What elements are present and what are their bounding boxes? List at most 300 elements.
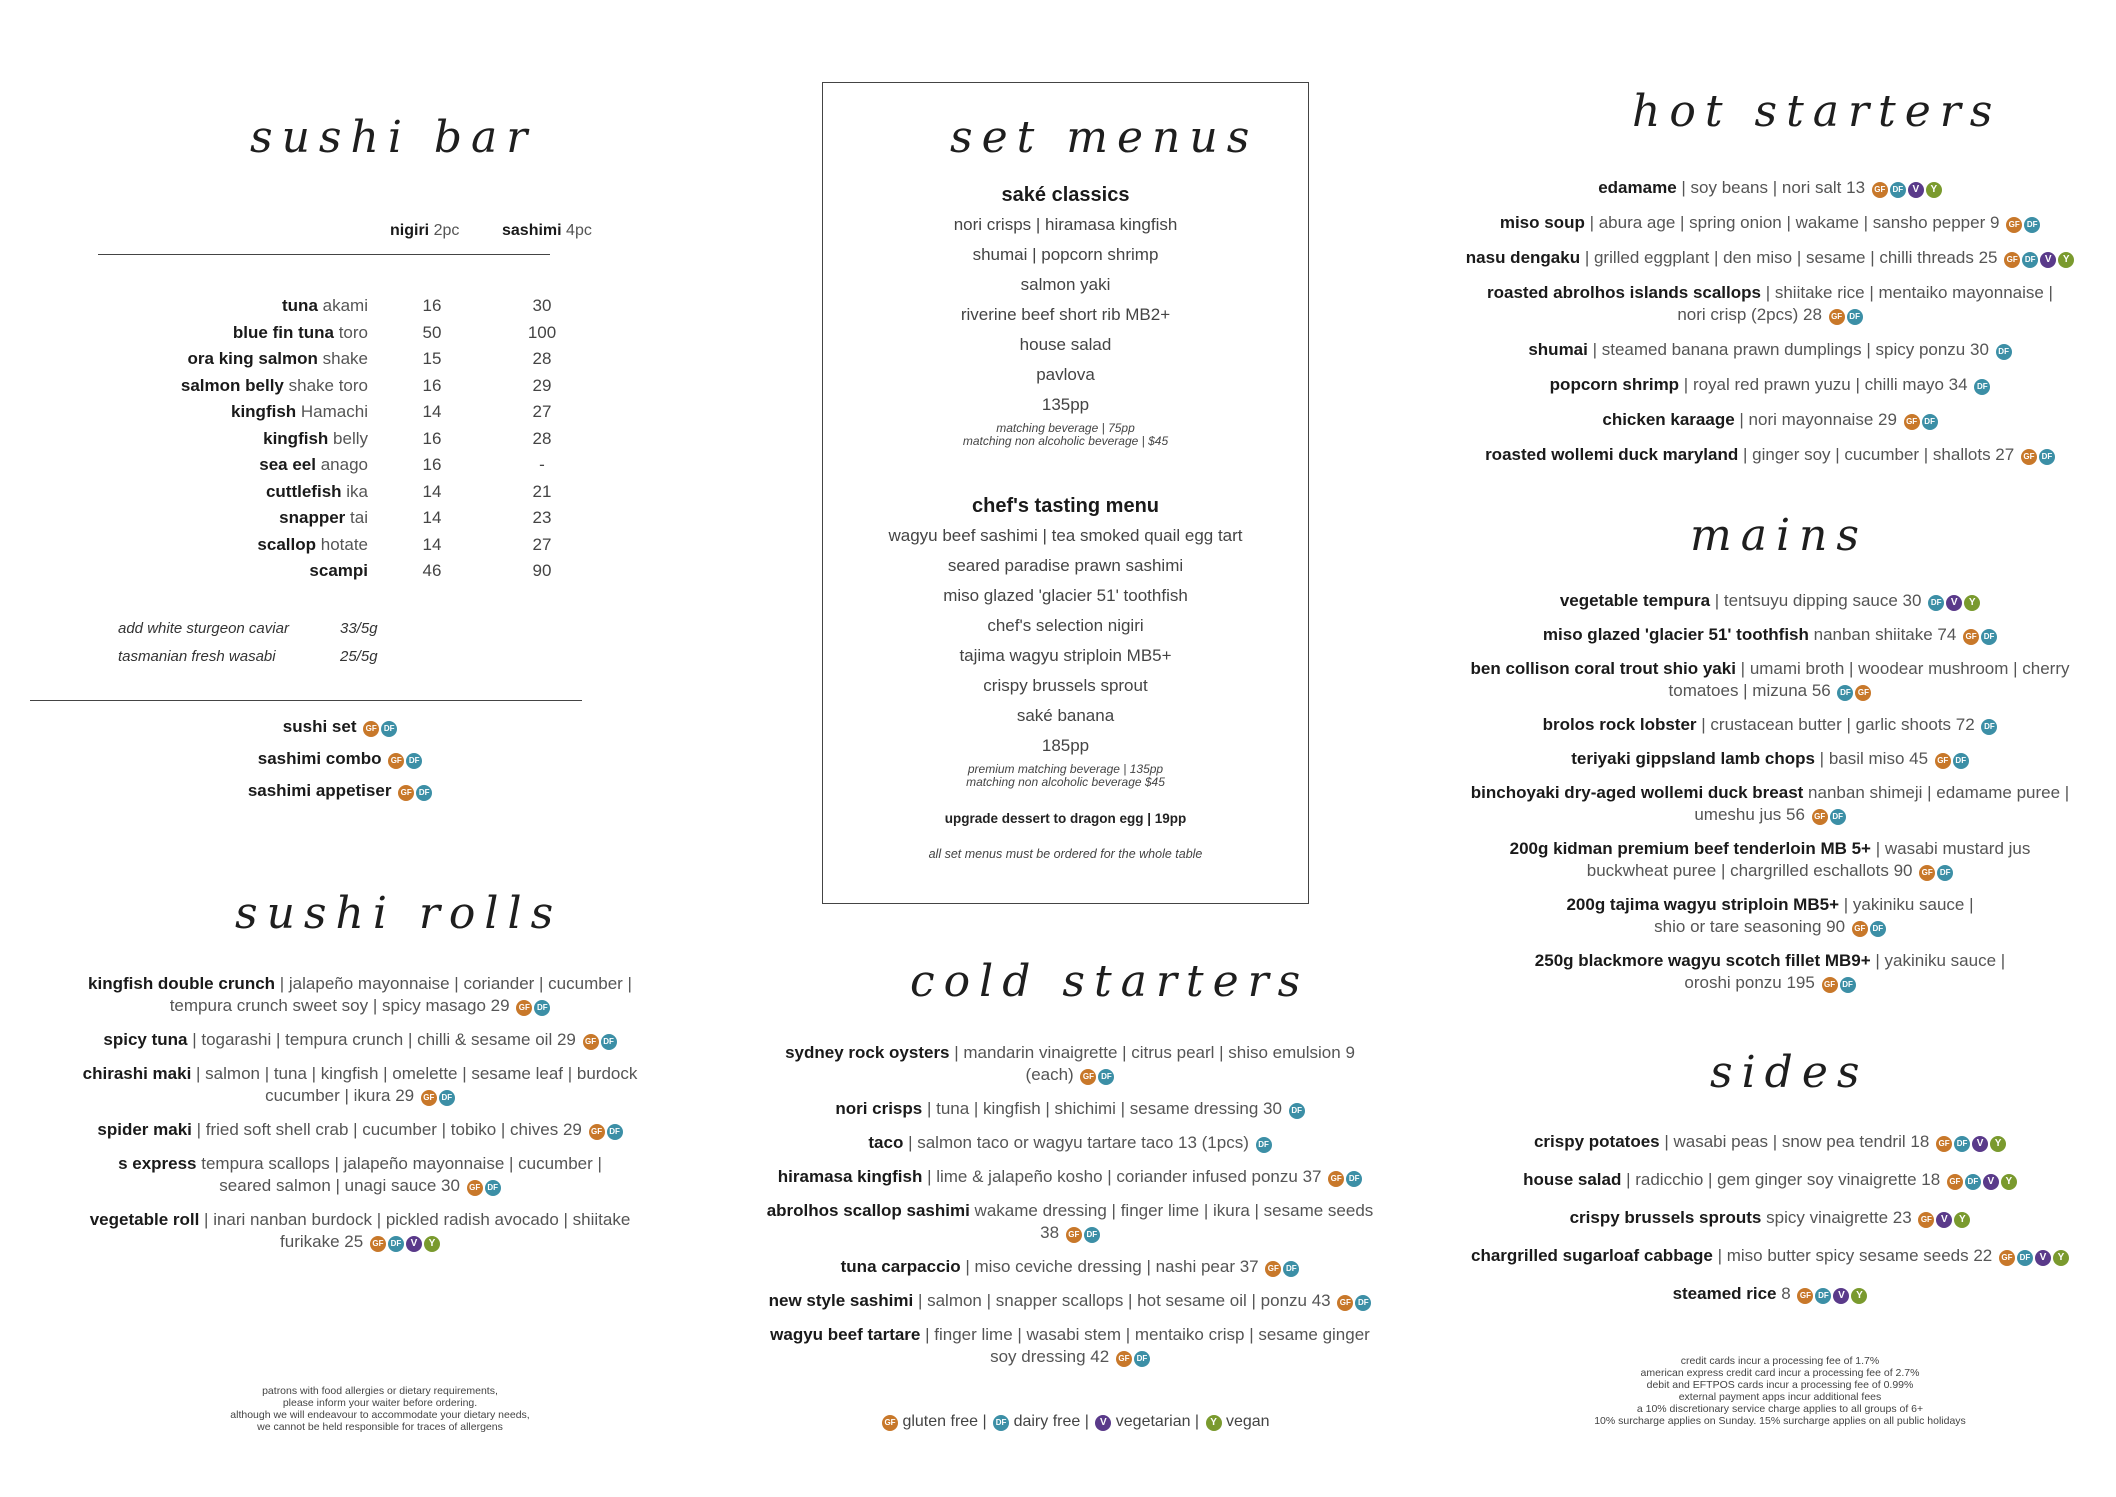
set-menu-course: wagyu beef sashimi | tea smoked quail egg tart (888, 526, 1243, 545)
menu-item (55, 1063, 665, 1107)
menu-item (1450, 590, 2090, 612)
dish-name: steamed rice (1672, 1284, 1777, 1303)
dish-description: | salmon | snapper scallops | hot sesame oil | ponzu 43 (913, 1291, 1331, 1310)
dairy-free-icon: DF (1830, 809, 1846, 825)
menu-item (1450, 1207, 2090, 1229)
dish-name: kingfish double crunch (88, 974, 276, 993)
fish-name (263, 429, 368, 449)
dish-name: ben collison coral trout shio yaki (1470, 659, 1736, 678)
dish-description: | miso ceviche dressing | nashi pear 37 (960, 1257, 1259, 1276)
menu-item (760, 1098, 1380, 1120)
dish-name: miso soup (1499, 213, 1585, 232)
divider (30, 700, 582, 701)
dairy-free-icon: DF (1840, 977, 1856, 993)
dairy-free-icon: DF (1283, 1261, 1299, 1277)
menu-item (55, 1209, 665, 1253)
dairy-free-icon: DF (1098, 1069, 1114, 1085)
chef-beverage-2: matching non alcoholic beverage $45 (966, 775, 1165, 789)
dish-name: brolos rock lobster (1542, 715, 1697, 734)
dish-description: (each) (1025, 1065, 1074, 1084)
gluten-free-icon: GF (882, 1415, 898, 1431)
dairy-free-icon: DF (485, 1180, 501, 1196)
gluten-free-icon: GF (1947, 1174, 1963, 1190)
menu-item-line (1450, 894, 2090, 916)
menu-item-line (1450, 782, 2090, 804)
fish-name (188, 349, 368, 369)
dish-name: 250g blackmore wagyu scotch fillet MB9+ (1534, 951, 1871, 970)
gluten-free-icon: GF (370, 1236, 386, 1252)
dairy-free-icon: DF (993, 1415, 1009, 1431)
sushi-bar-heading: sushi bar (250, 112, 537, 163)
gluten-free-icon: GF (1066, 1227, 1082, 1243)
gluten-free-icon: GF (1936, 1136, 1952, 1152)
fish-name-bold: sea eel (259, 455, 316, 474)
table-row (60, 535, 620, 562)
set-menu-course: riverine beef short rib MB2+ (960, 305, 1171, 324)
menu-item (1450, 1283, 2090, 1305)
gluten-free-icon: GF (1963, 629, 1979, 645)
nigiri-price: 14 (422, 481, 442, 501)
fish-name-bold: blue fin tuna (232, 322, 334, 342)
cold-starters-list (760, 1042, 1380, 1380)
dish-name: vegetable tempura (1559, 591, 1711, 610)
dairy-free-icon: DF (1981, 629, 1997, 645)
sake-beverage-2: matching non alcoholic beverage | $45 (962, 434, 1169, 448)
menu-item (80, 748, 600, 770)
menu-item-line (1450, 1169, 2090, 1191)
menu-item-line (55, 1029, 665, 1051)
set-menu-course: miso glazed 'glacier 51' toothfish (943, 586, 1188, 605)
cold-starters-heading: cold starters (910, 956, 1310, 1007)
menu-item-line (1450, 838, 2090, 860)
gluten-free-icon: GF (1116, 1351, 1132, 1367)
menu-item-line (1450, 212, 2090, 234)
fish-name-bold: kingfish (263, 428, 329, 448)
vegetarian-icon: V (2040, 252, 2056, 268)
menu-item (1450, 1245, 2090, 1267)
dairy-free-icon: DF (601, 1034, 617, 1050)
dish-description: buckwheat puree | chargrilled eschallots 90 (1586, 861, 1913, 880)
menu-item-line (1450, 624, 2090, 646)
menu-item (1450, 782, 2090, 826)
table-row (60, 323, 620, 350)
sashimi-price: 21 (532, 481, 552, 501)
menu-item-line (760, 1324, 1380, 1346)
chefs-tasting-items (832, 521, 1299, 761)
sushi-bar-extras (118, 620, 538, 676)
gluten-free-icon: GF (1999, 1250, 2015, 1266)
nigiri-price: 16 (422, 428, 442, 448)
fish-name (233, 323, 368, 343)
menu-item-line (1450, 247, 2090, 269)
dish-description: | jalapeño mayonnaise | coriander | cucumber | (275, 974, 632, 993)
dish-name: shumai (1528, 340, 1588, 359)
table-row (60, 349, 620, 376)
dish-description: | radicchio | gem ginger soy vinaigrette 18 (1621, 1170, 1941, 1189)
dish-name: edamame (1598, 178, 1677, 197)
dairy-free-icon: DF (439, 1090, 455, 1106)
menu-item-line (55, 1085, 665, 1107)
set-menus-heading: set menus (950, 112, 1259, 163)
gluten-free-icon: GF (421, 1090, 437, 1106)
gluten-free-icon: GF (2004, 252, 2020, 268)
gluten-free-icon: GF (1080, 1069, 1096, 1085)
fish-name (309, 561, 368, 581)
vegan-icon: Y (1851, 1288, 1867, 1304)
table-row (60, 429, 620, 456)
dairy-free-icon: DF (1837, 685, 1853, 701)
sashimi-price: 100 (527, 322, 557, 342)
fish-name-bold: salmon belly (180, 375, 284, 395)
menu-item (1450, 177, 2090, 199)
vegetarian-icon: V (1095, 1415, 1111, 1431)
set-menu-course: crispy brussels sprout (983, 676, 1148, 695)
table-row (60, 482, 620, 509)
nigiri-price: 16 (422, 296, 442, 315)
set-menu-course: salmon yaki (1020, 275, 1111, 294)
dish-description: | crustacean butter | garlic shoots 72 (1696, 715, 1975, 734)
sashimi-price: 27 (532, 402, 552, 421)
gluten-free-icon: GF (2021, 449, 2037, 465)
menu-item-line (80, 780, 600, 802)
fish-name (279, 508, 368, 528)
nigiri-price: 14 (422, 534, 442, 554)
nigiri-price: 16 (422, 375, 442, 395)
dish-name: sydney rock oysters (785, 1043, 950, 1062)
menu-item (760, 1166, 1380, 1188)
dish-name: hiramasa kingfish (777, 1167, 923, 1186)
sashimi-price: 30 (532, 296, 552, 315)
table-row (60, 508, 620, 535)
dish-description: | finger lime | wasabi stem | mentaiko crisp | sesame ginger (920, 1325, 1370, 1344)
dish-description: soy dressing 42 (990, 1347, 1110, 1366)
menu-item (760, 1042, 1380, 1086)
gluten-free-icon: GF (1797, 1288, 1813, 1304)
dish-description: | royal red prawn yuzu | chilli mayo 34 (1679, 375, 1968, 394)
gluten-free-icon: GF (1265, 1261, 1281, 1277)
dish-description: | inari nanban burdock | pickled radish avocado | shiitake (199, 1210, 631, 1229)
table-row (60, 561, 620, 588)
menu-item-line (55, 1231, 665, 1253)
nigiri-price: 14 (422, 402, 442, 421)
dairy-free-icon: DF (1346, 1171, 1362, 1187)
gluten-free-icon: GF (1852, 921, 1868, 937)
menu-item-line (1450, 374, 2090, 396)
dish-description: nori crisp (2pcs) 28 (1677, 305, 1822, 324)
menu-item (1450, 624, 2090, 646)
menu-item (1450, 714, 2090, 736)
menu-item (1450, 894, 2090, 938)
gluten-free-icon: GF (1812, 809, 1828, 825)
dairy-free-icon: DF (1084, 1227, 1100, 1243)
nigiri-price: 50 (422, 322, 442, 342)
sushi-rolls-list (55, 973, 665, 1265)
chefs-tasting-menu (832, 491, 1299, 861)
vegan-icon: Y (1926, 182, 1942, 198)
hot-starters-heading: hot starters (1632, 86, 2002, 137)
mains-list (1450, 590, 2090, 1006)
table-row (60, 402, 620, 429)
nigiri-header: nigiri 2pc (390, 222, 460, 239)
menu-item (1450, 212, 2090, 234)
allergen-note: patrons with food allergies or dietary requirements, please inform your waiter before ordering. although we will endeavour to accommodate your dietary needs, we cannot be held responsible for traces of allergens (230, 1385, 530, 1433)
menu-item-line (760, 1042, 1380, 1064)
menu-item (760, 1256, 1380, 1278)
set-menu-course: pavlova (1036, 365, 1095, 384)
fish-name-bold: kingfish (231, 402, 297, 421)
sake-classics-title: saké classics (1001, 184, 1130, 206)
fish-name-bold: cuttlefish (265, 481, 342, 501)
dish-name: taco (868, 1133, 904, 1152)
dairy-free-icon: DF (1355, 1295, 1371, 1311)
menu-item-line (55, 1175, 665, 1197)
vegan-icon: Y (1206, 1415, 1222, 1431)
menu-item-line (1450, 177, 2090, 199)
gluten-free-icon: GF (1904, 414, 1920, 430)
dairy-free-icon: DF (406, 753, 422, 769)
fish-name (257, 535, 368, 555)
fish-name (266, 482, 368, 502)
menu-item (760, 1290, 1380, 1312)
dairy-free-icon: DF (416, 785, 432, 801)
dish-name: roasted abrolhos islands scallops (1487, 283, 1761, 302)
dish-name: miso glazed 'glacier 51' toothfish (1542, 625, 1809, 644)
gluten-free-icon: GF (1872, 182, 1888, 198)
dish-description: | shiitake rice | mentaiko mayonnaise | (1760, 283, 2053, 302)
set-menu-course: tajima wagyu striploin MB5+ (959, 646, 1172, 665)
menu-item-line (1450, 339, 2090, 361)
dish-description: shio or tare seasoning 90 (1654, 917, 1846, 936)
fish-name-bold: tuna (282, 296, 318, 315)
dish-description: cucumber | ikura 29 (265, 1086, 415, 1105)
menu-item (1450, 444, 2090, 466)
dish-description: | wasabi mustard jus (1870, 839, 2031, 858)
fish-name-japanese: tai (350, 508, 368, 527)
dish-description: | salmon taco or wagyu tartare taco 13 (1pcs) (903, 1133, 1249, 1152)
set-menu-course: chef's selection nigiri (987, 616, 1144, 635)
menu-item (1450, 838, 2090, 882)
sashimi-price: 27 (532, 534, 552, 554)
menu-item-line (1450, 950, 2090, 972)
menu-item (760, 1200, 1380, 1244)
dairy-free-icon: DF (1937, 865, 1953, 881)
dairy-free-icon: DF (2022, 252, 2038, 268)
gluten-free-icon: GF (1919, 865, 1935, 881)
vegan-icon: Y (2001, 1174, 2017, 1190)
vegetarian-icon: V (2035, 1250, 2051, 1266)
fish-name-bold: scallop (257, 534, 316, 554)
dairy-free-icon: DF (1981, 719, 1997, 735)
dairy-free-icon: DF (1815, 1288, 1831, 1304)
sushi-rolls-heading: sushi rolls (235, 888, 563, 939)
sashimi-price: 23 (532, 508, 552, 527)
dish-name: sashimi combo (257, 749, 382, 768)
dish-description: 8 (1776, 1284, 1791, 1303)
dairy-free-icon: DF (2017, 1250, 2033, 1266)
menu-item-line (1450, 916, 2090, 938)
sashimi-price: 29 (532, 375, 552, 395)
upgrade-dessert: upgrade dessert to dragon egg | 19pp (944, 811, 1187, 826)
menu-item-line (1450, 444, 2090, 466)
dish-description: | soy beans | nori salt 13 (1676, 178, 1866, 197)
dish-name: nori crisps (835, 1099, 923, 1118)
menu-item-line (1450, 804, 2090, 826)
sashimi-price: 28 (532, 349, 552, 368)
dish-description: | fried soft shell crab | cucumber | tobiko | chives 29 (191, 1120, 582, 1139)
dish-name: popcorn shrimp (1549, 375, 1680, 394)
menu-item-line (760, 1222, 1380, 1244)
dish-description: 38 (1040, 1223, 1060, 1242)
chef-beverage-1: premium matching beverage | 135pp (967, 762, 1164, 776)
fish-name-japanese: anago (320, 455, 368, 474)
dish-description: | salmon | tuna | kingfish | omelette | sesame leaf | burdock (191, 1064, 638, 1083)
gluten-free-icon: GF (516, 1000, 532, 1016)
dairy-free-icon: DF (388, 1236, 404, 1252)
dairy-free-icon: DF (1996, 344, 2012, 360)
vegetarian-icon: V (1908, 182, 1924, 198)
dish-name: 200g kidman premium beef tenderloin MB 5+ (1509, 839, 1871, 858)
dairy-free-icon: DF (1928, 595, 1944, 611)
table-row (60, 455, 620, 482)
menu-item-line (760, 1166, 1380, 1188)
menu-item (55, 1119, 665, 1141)
menu-item-line (760, 1256, 1380, 1278)
dish-name: vegetable roll (89, 1210, 200, 1229)
dish-description: | mandarin vinaigrette | citrus pearl | shiso emulsion 9 (949, 1043, 1355, 1062)
table-row (60, 376, 620, 403)
menu-item-line (760, 1064, 1380, 1086)
chefs-tasting-title: chef's tasting menu (971, 495, 1159, 517)
gluten-free-icon: GF (388, 753, 404, 769)
sake-beverage-1: matching beverage | 75pp (996, 421, 1135, 435)
dish-name: nasu dengaku (1465, 248, 1581, 267)
dish-description: wakame dressing | finger lime | ikura | sesame seeds (969, 1201, 1374, 1220)
menu-item-line (1450, 304, 2090, 326)
dish-name: s express (118, 1154, 197, 1173)
dish-description: | togarashi | tempura crunch | chilli & sesame oil 29 (187, 1030, 576, 1049)
dish-name: wagyu beef tartare (770, 1325, 921, 1344)
gluten-free-icon: GF (467, 1180, 483, 1196)
gluten-free-icon: GF (583, 1034, 599, 1050)
menu-item (1450, 247, 2090, 269)
dish-name: house salad (1523, 1170, 1622, 1189)
set-menu-course: nori crisps | hiramasa kingfish (953, 215, 1178, 234)
dish-description: tempura scallops | jalapeño mayonnaise | cucumber | (196, 1154, 602, 1173)
fish-name-japanese: akami (322, 296, 368, 315)
menu-item-line (1450, 714, 2090, 736)
menu-item-line (55, 1209, 665, 1231)
dairy-free-icon: DF (2024, 217, 2040, 233)
menu-item-line (55, 973, 665, 995)
menu-item (55, 1153, 665, 1197)
menu-item-line (80, 748, 600, 770)
dish-description: | tuna | kingfish | shichimi | sesame dressing 30 (922, 1099, 1282, 1118)
dish-description: spicy vinaigrette 23 (1761, 1208, 1912, 1227)
dairy-free-icon: DF (1953, 753, 1969, 769)
menu-item-line (1450, 1245, 2090, 1267)
nigiri-price: 46 (422, 561, 442, 580)
dairy-free-icon: DF (2039, 449, 2055, 465)
dish-name: crispy brussels sprouts (1569, 1208, 1762, 1227)
menu-item-line (760, 1290, 1380, 1312)
dish-description: | basil miso 45 (1814, 749, 1929, 768)
dish-name: teriyaki gippsland lamb chops (1571, 749, 1815, 768)
menu-item (55, 973, 665, 1017)
dish-name: crispy potatoes (1533, 1132, 1660, 1151)
fish-name-bold: ora king salmon (187, 349, 318, 368)
dairy-free-icon: DF (607, 1124, 623, 1140)
nigiri-price: 15 (422, 349, 442, 368)
dish-description: tomatoes | mizuna 56 (1668, 681, 1831, 700)
dish-description: oroshi ponzu 195 (1684, 973, 1815, 992)
gluten-free-icon: GF (1337, 1295, 1353, 1311)
fish-name-japanese: hotate (320, 534, 368, 554)
menu-item-line (1450, 1207, 2090, 1229)
dairy-free-icon: DF (1256, 1137, 1272, 1153)
vegan-icon: Y (424, 1236, 440, 1252)
gluten-free-icon: GF (2006, 217, 2022, 233)
vegetarian-icon: V (1936, 1212, 1952, 1228)
menu-item-line (1450, 748, 2090, 770)
dish-description: | grilled eggplant | den miso | sesame | chilli threads 25 (1580, 248, 1998, 267)
dairy-free-icon: DF (1922, 414, 1938, 430)
dish-name: binchoyaki dry-aged wollemi duck breast (1470, 783, 1804, 802)
vegan-icon: Y (1990, 1136, 2006, 1152)
dish-name: sushi set (282, 717, 357, 736)
set-menu-course: saké banana (1016, 706, 1115, 725)
menu-item-line (1450, 680, 2090, 702)
dish-description: umeshu jus 56 (1694, 805, 1805, 824)
gluten-free-icon: GF (1829, 309, 1845, 325)
vegan-icon: Y (1964, 595, 1980, 611)
menu-item (80, 780, 600, 802)
dish-description: | yakiniku sauce | (1839, 895, 1974, 914)
set-menu-course: shumai | popcorn shrimp (972, 245, 1159, 264)
dairy-free-icon: DF (1890, 182, 1906, 198)
sides-list (1450, 1131, 2090, 1321)
dish-description: nanban shimeji | edamame puree | (1803, 783, 2070, 802)
menu-item (80, 716, 600, 738)
fish-name-bold: snapper (279, 508, 346, 527)
menu-item-line (1450, 282, 2090, 304)
dish-description: | ginger soy | cucumber | shallots 27 (1738, 445, 2015, 464)
dairy-free-icon: DF (1870, 921, 1886, 937)
menu-item-line (1450, 1283, 2090, 1305)
dish-description: | wasabi peas | snow pea tendril 18 (1659, 1132, 1930, 1151)
set-menu-course: house salad (1019, 335, 1112, 354)
fish-name-japanese: ika (346, 481, 368, 501)
fish-name (282, 296, 368, 316)
dish-description: | nori mayonnaise 29 (1734, 410, 1897, 429)
dish-description: | umami broth | woodear mushroom | cherry (1735, 659, 2070, 678)
menu-item-line (55, 1153, 665, 1175)
dairy-free-icon: DF (534, 1000, 550, 1016)
menu-item-line (1450, 658, 2090, 680)
set-menu-course: 135pp (1041, 395, 1090, 414)
menu-item-line (1450, 409, 2090, 431)
gluten-free-icon: GF (363, 721, 379, 737)
dish-description: nanban shiitake 74 (1808, 625, 1957, 644)
dish-name: chicken karaage (1602, 410, 1735, 429)
menu-item-line (760, 1132, 1380, 1154)
menu-item (55, 1029, 665, 1051)
menu-item (1450, 339, 2090, 361)
fish-name-japanese: shake (322, 349, 368, 368)
menu-item (1450, 409, 2090, 431)
menu-item-line (80, 716, 600, 738)
vegan-icon: Y (1954, 1212, 1970, 1228)
gluten-free-icon: GF (1918, 1212, 1934, 1228)
